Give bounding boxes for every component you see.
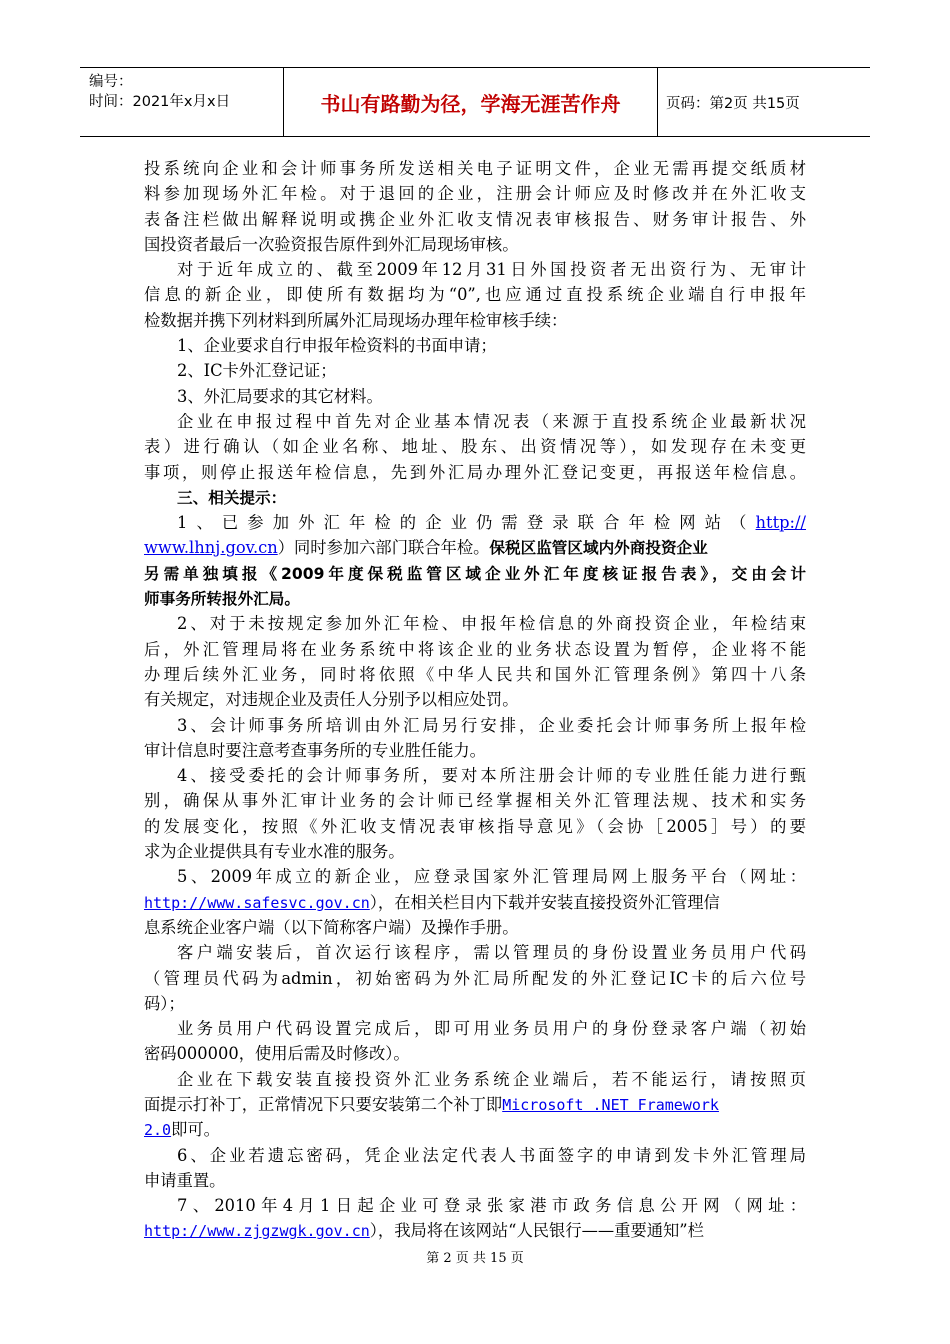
line-text: 申请重置。 (144, 1170, 226, 1190)
line-text: 2、对于未按规定参加外汇年检、申报年检信息的外商投资企业，年检结束 (177, 614, 806, 634)
line-text: 企业在下载安装直接投资外汇业务系统企业端后，若不能运行，请按照页 (177, 1069, 806, 1089)
line-text: ）同时参加六部门联合年检。 (277, 538, 490, 558)
text-line (144, 814, 806, 839)
bold-text: 保税区监管区域内外商投资企业 (489, 539, 708, 558)
text-line (144, 864, 806, 889)
text-line (144, 282, 806, 307)
header-number: 编号： (89, 74, 133, 90)
text-line (144, 662, 806, 687)
line-text: 6、企业若遗忘密码，凭企业法定代表人书面签字的申请到发卡外汇管理局 (177, 1145, 806, 1165)
text-line (144, 485, 806, 510)
text-line (144, 358, 806, 383)
line-text: 3、外汇局要求的其它材料。 (177, 386, 383, 406)
text-line (144, 763, 806, 788)
text-line (144, 1092, 806, 1117)
line-text: 有关规定，对违规企业及责任人分别予以相应处罚。 (144, 690, 519, 710)
text-line (144, 460, 806, 485)
line-text: 客户端安装后，首次运行该程序，需以管理员的身份设置业务员用户代码 (177, 943, 806, 963)
header-time: 时间：2021年x月x日 (89, 94, 231, 110)
text-line (144, 1041, 806, 1066)
line-text: ），我局将在该网站“人民银行——重要通知”栏 (369, 1221, 704, 1241)
text-line (144, 207, 806, 232)
text-line (144, 257, 806, 282)
text-line (144, 839, 806, 864)
line-text: 师事务所转报外汇局。 (144, 590, 300, 609)
line-text: 码）； (144, 993, 185, 1013)
text-line (144, 1193, 806, 1218)
text-line (144, 991, 806, 1016)
line-text: 表）进行确认（如企业名称、地址、股东、出资情况等），如发现存在未变更 (144, 437, 806, 457)
line-text: 另需单独填报《2009年度保税监管区域企业外汇年度核证报告表》，交由会计 (144, 564, 806, 583)
text-line (144, 156, 806, 181)
line-text: 7、2010年4月1日起企业可登录张家港市政务信息公开网（网址： (177, 1196, 806, 1216)
page-header (80, 67, 870, 137)
line-text: 息系统企业客户端（以下简称客户端）及操作手册。 (144, 917, 519, 937)
text-line (144, 890, 806, 915)
text-line (144, 1016, 806, 1041)
line-text: 求为企业提供具有专业水准的服务。 (144, 842, 405, 862)
line-text: ），在相关栏目内下载并安装直接投资外汇管理信 (369, 892, 720, 912)
url-link[interactable]: Microsoft .NET Framework (502, 1095, 719, 1114)
line-text: 办理后续外汇业务，同时将依照《中华人民共和国外汇管理条例》第四十八条 (144, 664, 806, 684)
line-text: 3、会计师事务所培训由外汇局另行安排，企业委托会计师事务所上报年检 (177, 715, 806, 735)
text-line (144, 713, 806, 738)
text-line (144, 1218, 806, 1243)
line-text: 1、已参加外汇年检的企业仍需登录联合年检网站（ (177, 513, 756, 533)
text-line (144, 333, 806, 358)
line-text: 审计信息时要注意考查事务所的专业胜任能力。 (144, 740, 486, 760)
header-page-info: 页码：第2页 共15页 (666, 95, 800, 112)
line-text: 即可。 (171, 1120, 220, 1140)
url-link[interactable]: http:// (755, 513, 806, 533)
line-text: 事项，则停止报送年检信息，先到外汇局办理外汇登记变更，再报送年检信息。 (144, 462, 806, 482)
text-line (144, 308, 806, 333)
line-text: 企业在申报过程中首先对企业基本情况表（来源于直投系统企业最新状况 (177, 411, 806, 431)
text-line (144, 611, 806, 636)
text-line (144, 384, 806, 409)
line-text: 国投资者最后一次验资报告原件到外汇局现场审核。 (144, 234, 519, 254)
text-line (144, 738, 806, 763)
text-line (144, 637, 806, 662)
url-link[interactable]: http://www.zjgzwgk.gov.cn (144, 1222, 370, 1241)
text-line (144, 1117, 806, 1142)
line-text: 料参加现场外汇年检。对于退回的企业，注册会计师应及时修改并在外汇收支 (144, 184, 806, 204)
text-line (144, 1168, 806, 1193)
text-line (144, 434, 806, 459)
line-text: 信息的新企业，即使所有数据均为“0”,也应通过直投系统企业端自行申报年 (144, 285, 806, 305)
line-text: 后，外汇管理局将在业务系统中将该企业的业务状态设置为暂停，企业将不能 (144, 639, 806, 659)
text-line (144, 561, 806, 586)
text-line (144, 915, 806, 940)
line-text: 表备注栏做出解释说明或携企业外汇收支情况表审核报告、财务审计报告、外 (144, 209, 806, 229)
line-text: 别，确保从事外汇审计业务的会计师已经掌握相关外汇管理法规、技术和实务 (144, 791, 806, 811)
document-body (144, 156, 806, 1244)
line-text: 1、企业要求自行申报年检资料的书面申请； (177, 336, 497, 356)
line-text: 对于近年成立的、截至2009年12月31日外国投资者无出资行为、无审计 (177, 260, 806, 280)
text-line (144, 409, 806, 434)
text-line (144, 510, 806, 535)
line-text: 的发展变化，按照《外汇收支情况表审核指导意见》（会协［2005］号）的要 (144, 816, 806, 836)
page-footer: 第 2 页 共 15 页 (426, 1251, 524, 1266)
url-link[interactable]: http://www.safesvc.gov.cn (144, 893, 370, 912)
text-line (144, 535, 806, 560)
text-line (144, 788, 806, 813)
url-link[interactable]: 2.0 (144, 1121, 172, 1140)
text-line (144, 232, 806, 257)
text-line (144, 181, 806, 206)
line-text: 2、IC卡外汇登记证； (177, 361, 337, 381)
line-text: 面提示打补丁，正常情况下只要安装第二个补丁即 (144, 1094, 503, 1114)
line-text: 业务员用户代码设置完成后，即可用业务员用户的身份登录客户端（初始 (177, 1019, 806, 1039)
header-meta (80, 68, 283, 136)
text-line (144, 687, 806, 712)
line-text: 5、2009年成立的新企业，应登录国家外汇管理局网上服务平台（网址： (177, 867, 806, 887)
line-text: 密码000000，使用后需及时修改）。 (144, 1044, 410, 1064)
text-line (144, 1067, 806, 1092)
text-line (144, 1143, 806, 1168)
text-line (144, 940, 806, 965)
text-line (144, 966, 806, 991)
url-link[interactable]: www.lhnj.gov.cn (144, 538, 278, 558)
text-line (144, 586, 806, 611)
line-text: 4、接受委托的会计师事务所，要对本所注册会计师的专业胜任能力进行甄 (177, 766, 806, 786)
line-text: 三、相关提示： (177, 488, 287, 507)
line-text: （管理员代码为admin，初始密码为外汇局所配发的外汇登记IC卡的后六位号 (144, 968, 806, 988)
line-text: 投系统向企业和会计师事务所发送相关电子证明文件，企业无需再提交纸质材 (144, 159, 806, 178)
header-motto: 书山有路勤为径，学海无涯苦作舟 (283, 68, 658, 136)
line-text: 检数据并携下列材料到所属外汇局现场办理年检审核手续： (144, 310, 568, 330)
